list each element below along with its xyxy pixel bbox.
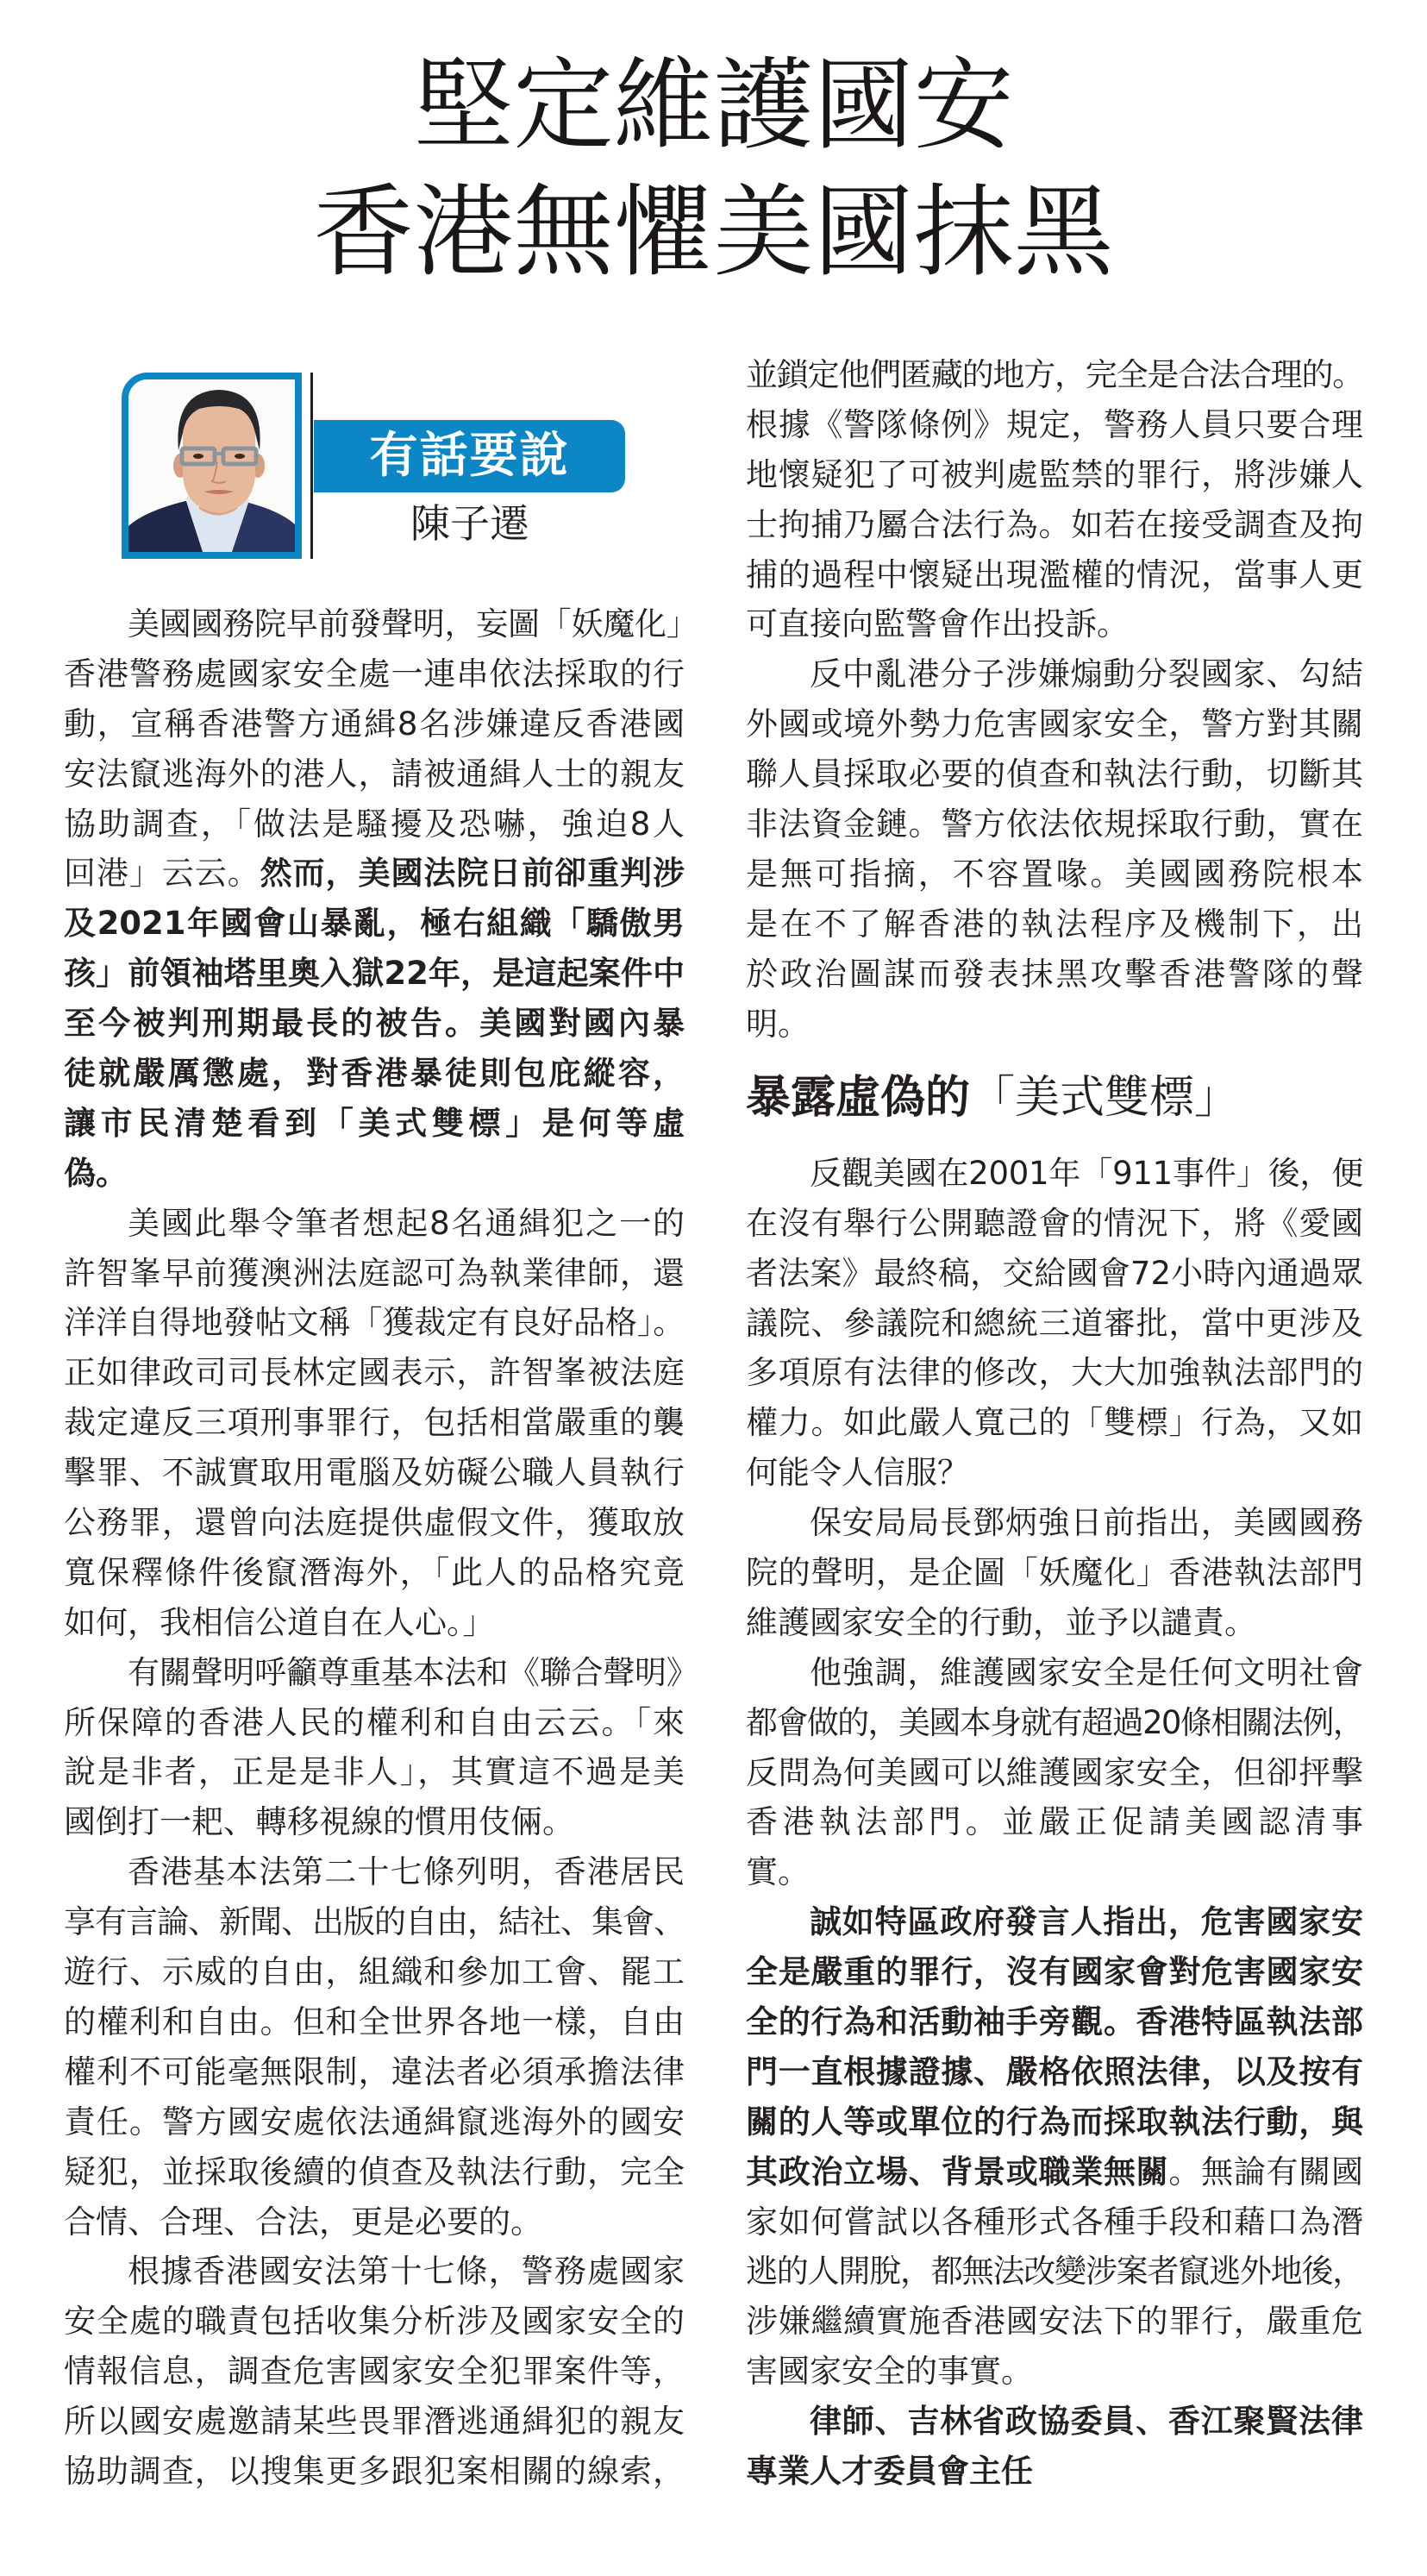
author-portrait-icon (128, 379, 295, 552)
text-line (746, 1698, 1363, 1748)
bold-text: 孩」前領袖塔里奧入獄22年，是這起案件中 (64, 955, 685, 993)
bold-text: 門一直根據證據、嚴格依照法律，以及按有 (746, 2053, 1363, 2090)
text-run: 所以國安處邀請某些畏罪潛逃通緝犯的親友 (64, 2403, 685, 2441)
text-line (746, 1398, 1363, 1448)
text-run: 地懷疑犯了可被判處監禁的罪行，將涉嫌人 (746, 455, 1363, 493)
text-run: 動，宣稱香港警方通緝8名涉嫌違反香港國 (64, 705, 685, 743)
text-line (746, 1149, 1363, 1199)
bold-text: 至今被判刑期最長的被告。美國對國內暴 (64, 1005, 685, 1043)
text-line (746, 899, 1363, 950)
text-run: 多項原有法律的修改，大大加強執法部門的 (746, 1354, 1363, 1392)
text-run: 是在不了解香港的執法程序及機制下，出 (746, 905, 1363, 943)
article-paragraph (64, 1847, 685, 2247)
text-line (64, 1648, 698, 1698)
text-line (64, 799, 685, 849)
text-line (64, 2447, 685, 2497)
text-run: 逃的人開脫，都無法改變涉案者竄逃外地後， (746, 2253, 1363, 2291)
text-line (746, 2197, 1363, 2247)
text-run: 合情、合理、合法，更是必要的。 (64, 2203, 542, 2241)
text-line (64, 949, 685, 999)
text-run: 在沒有舉行公開聽證會的情況下，將《愛國 (746, 1204, 1363, 1242)
bold-text: 其政治立場、背景或職業無關 (746, 2153, 1169, 2191)
text-run: 權利不可能毫無限制，違法者必須承擔法律 (64, 2053, 685, 2090)
article-paragraph (746, 1897, 1363, 2397)
subheading-quote: 「美式雙標」 (970, 1072, 1240, 1125)
article-paragraph (64, 2247, 685, 2496)
text-run: 他強調，維護國家安全是任何文明社會 (810, 1653, 1363, 1691)
text-run: 可直接向監警會作出投訴。 (746, 605, 1129, 643)
article-paragraph (746, 1648, 1363, 1897)
text-line (64, 1149, 685, 1199)
text-run: 回港」云云。 (64, 855, 260, 893)
text-line (746, 550, 1363, 600)
text-line (746, 649, 1363, 699)
text-line (746, 2047, 1363, 2097)
bold-text: 關的人等或單位的行為而採取執法行動，與 (746, 2103, 1363, 2140)
text-run: 根據《警隊條例》規定，警務人員只要合理 (746, 405, 1363, 443)
author-name: 陳子遷 (410, 500, 529, 547)
text-line (64, 2297, 685, 2347)
text-line (746, 1249, 1363, 1299)
text-run: 非法資金鏈。警方依法依規採取行動，實在 (746, 805, 1363, 843)
text-line (746, 1648, 1363, 1698)
text-run: 香港基本法第二十七條列明，香港居民 (128, 1853, 685, 1891)
text-line (64, 2197, 685, 2247)
text-run: 協助調查，以搜集更多跟犯案相關的線索， (64, 2452, 685, 2490)
text-line (64, 1797, 685, 1847)
right-column (746, 350, 1363, 2497)
bold-text: 徒就嚴厲懲處，對香港暴徒則包庇縱容， (64, 1055, 685, 1093)
text-run: 美國國務院早前發聲明，妄圖「妖魔化」 (128, 605, 698, 642)
text-line (746, 1797, 1363, 1847)
text-run: 的權利和自由。但和全世界各地一樣，自由 (64, 2003, 685, 2040)
text-run: 並鎖定他們匿藏的地方，完全是合法合理的。 (746, 356, 1363, 393)
article-paragraph (746, 649, 1363, 1049)
text-line (64, 1348, 685, 1398)
text-run: 公務罪，還曾向法庭提供虛假文件，獲取放 (64, 1504, 685, 1542)
text-line (64, 1747, 685, 1797)
text-line (746, 1897, 1363, 1947)
text-run: 都會做的，美國本身就有超過20條相關法例， (746, 1703, 1363, 1741)
text-run: 擊罪、不誠實取用電腦及妨礙公職人員執行 (64, 1454, 685, 1492)
text-line (746, 849, 1363, 899)
text-line (746, 1299, 1363, 1349)
headline-line-2: 香港無懼美國抹黑 (313, 174, 1114, 291)
text-line (64, 1947, 685, 1997)
text-run: 實。 (746, 1853, 810, 1891)
text-run: 保安局局長鄧炳強日前指出，美國國務 (810, 1504, 1363, 1542)
text-run: 安全處的職責包括收集分析涉及國家安全的 (64, 2303, 685, 2341)
text-run: 香港警務處國家安全處一連串依法採取的行 (64, 655, 685, 693)
text-line (64, 749, 685, 799)
text-line (64, 1448, 685, 1498)
text-run: 反中亂港分子涉嫌煽動分裂國家、勾結 (810, 655, 1363, 693)
text-line (746, 1000, 1363, 1050)
article-paragraph (746, 1498, 1363, 1648)
text-line (746, 1598, 1363, 1648)
text-line (64, 1099, 685, 1149)
text-line (64, 899, 685, 949)
text-line (64, 2347, 685, 2397)
text-run: 協助調查，「做法是騷擾及恐嚇，強迫8人 (64, 805, 685, 843)
text-line (746, 1748, 1363, 1798)
text-line (64, 1249, 685, 1299)
bold-text: 偽。 (64, 1154, 128, 1192)
text-run: 於政治圖謀而發表抹黑攻擊香港警隊的聲 (746, 955, 1363, 993)
text-line (746, 1548, 1363, 1598)
text-line (64, 1199, 685, 1249)
text-line (64, 1298, 685, 1348)
text-run: 如何，我相信公道自在人心。」 (64, 1603, 495, 1641)
text-run: 士拘捕乃屬合法行為。如若在接受調查及拘 (746, 505, 1363, 543)
text-line (64, 2097, 685, 2147)
author-bio (746, 2397, 1363, 2497)
text-line (64, 1997, 685, 2047)
text-line (64, 1897, 685, 1947)
author-bio-block (746, 2397, 1363, 2497)
text-line (746, 599, 1363, 649)
text-run: 美國此舉令筆者想起8名通緝犯之一的 (128, 1204, 685, 1242)
text-run: 反觀美國在2001年「911事件」後，便 (810, 1154, 1363, 1192)
bold-text: 讓市民清楚看到「美式雙標」是何等虛 (64, 1104, 685, 1142)
bold-text: 然而，美國法院日前卻重判涉 (260, 855, 685, 893)
text-line (64, 699, 685, 749)
bold-text: 專業人才委員會主任 (746, 2453, 1033, 2491)
text-line (64, 649, 685, 699)
text-run: 責任。警方國安處依法通緝竄逃海外的國安 (64, 2103, 685, 2140)
text-run: 家如何嘗試以各種形式各種手段和藉口為潛 (746, 2203, 1363, 2241)
author-photo (122, 373, 302, 559)
text-line (746, 1448, 1363, 1498)
text-run: 說是非者，正是是非人」，其實這不過是美 (64, 1753, 685, 1791)
bold-text: 全是嚴重的罪行，沒有國家會對危害國家安 (746, 1953, 1363, 1991)
text-line (746, 950, 1363, 1000)
article-paragraph (746, 350, 1363, 649)
text-run: 國倒打一耙、轉移視線的慣用伎倆。 (64, 1803, 574, 1841)
text-line (746, 2247, 1363, 2297)
text-line (64, 2147, 685, 2197)
text-line (746, 2147, 1363, 2197)
text-run: 是無可指摘，不容置喙。美國國務院根本 (746, 855, 1363, 893)
text-run: 外國或境外勢力危害國家安全，警方對其關 (746, 705, 1363, 743)
text-line (746, 450, 1363, 500)
text-line (746, 2297, 1363, 2347)
text-line (746, 749, 1363, 799)
text-line (746, 350, 1363, 400)
text-line (746, 1847, 1363, 1897)
text-line (746, 2097, 1363, 2147)
text-run: 者法案》最終稿，交給國會72小時內通過眾 (746, 1254, 1363, 1292)
text-run: 裁定違反三項刑事罪行，包括相當嚴重的襲 (64, 1404, 685, 1442)
article-paragraph (64, 1648, 698, 1848)
left-column (64, 599, 698, 2497)
text-line (746, 799, 1363, 849)
text-run: 寬保釋條件後竄潛海外，「此人的品格究竟 (64, 1553, 685, 1591)
left-column-body (64, 599, 698, 2497)
text-run: 捕的過程中懷疑出現濫權的情況，當事人更 (746, 555, 1363, 593)
text-run: 害國家安全的事實。 (746, 2353, 1033, 2391)
text-run: 。無論有關國 (1168, 2153, 1364, 2191)
text-run: 反問為何美國可以維護國家安全，但卻抨擊 (746, 1753, 1363, 1791)
text-run: 根據香港國安法第十七條，警務處國家 (128, 2253, 685, 2291)
text-run: 香港執法部門。並嚴正促請美國認清事 (746, 1803, 1363, 1841)
text-run: 安法竄逃海外的港人，請被通緝人士的親友 (64, 755, 685, 793)
text-line (64, 999, 685, 1049)
text-line (64, 1548, 685, 1598)
text-line (64, 2397, 685, 2447)
article-paragraph (746, 1149, 1363, 1498)
text-line (746, 1997, 1363, 2047)
column-badge: 有話要說 (314, 420, 625, 492)
text-line (746, 2447, 1363, 2497)
bold-text: 全的行為和活動袖手旁觀。香港特區執法部 (746, 2003, 1363, 2040)
subheading-emphasis: 暴露虛偽的 (746, 1072, 971, 1125)
text-line (64, 1498, 685, 1548)
text-line (746, 2397, 1363, 2447)
text-line (64, 2047, 685, 2097)
article-paragraph (64, 1199, 685, 1648)
text-line (64, 599, 698, 649)
text-run: 涉嫌繼續實施香港國安法下的罪行，嚴重危 (746, 2303, 1363, 2341)
text-line (746, 1947, 1363, 1997)
section-subheading (746, 1049, 1363, 1148)
article-paragraph (64, 599, 698, 1199)
text-run: 疑犯，並採取後續的偵查及執法行動，完全 (64, 2153, 685, 2191)
text-line (746, 500, 1363, 550)
text-line (64, 1398, 685, 1448)
text-line (746, 699, 1363, 749)
text-run: 明。 (746, 1005, 810, 1043)
text-run: 所保障的香港人民的權利和自由云云。「來 (64, 1703, 685, 1741)
text-line (746, 1498, 1363, 1548)
text-run: 聯人員採取必要的偵查和執法行動，切斷其 (746, 755, 1363, 793)
text-line (64, 1847, 685, 1897)
text-run: 遊行、示威的自由，組織和參加工會、罷工 (64, 1953, 685, 1991)
text-run: 洋洋自得地發帖文稱「獲裁定有良好品格」。 (64, 1304, 685, 1342)
text-line (64, 1049, 685, 1099)
bold-text: 律師、吉林省政協委員、香江聚賢法律 (810, 2403, 1363, 2441)
text-run: 正如律政司司長林定國表示，許智峯被法庭 (64, 1354, 685, 1392)
text-line (64, 1598, 685, 1648)
text-line (64, 2247, 685, 2297)
text-line (746, 400, 1363, 450)
text-run: 何能令人信服？ (746, 1454, 969, 1492)
text-run: 享有言論、新聞、出版的自由，結社、集會、 (64, 1903, 685, 1941)
text-run: 維護國家安全的行動，並予以譴責。 (746, 1603, 1256, 1641)
text-line (746, 1199, 1363, 1249)
text-line (746, 2347, 1363, 2397)
text-run: 有關聲明呼籲尊重基本法和《聯合聲明》 (128, 1653, 698, 1691)
right-column-top (746, 350, 1363, 1049)
header-divider (310, 373, 313, 559)
text-run: 許智峯早前獲澳洲法庭認可為執業律師，還 (64, 1254, 685, 1292)
text-run: 情報信息，調查危害國家安全犯罪案件等， (64, 2353, 685, 2391)
text-run: 權力。如此嚴人寬己的「雙標」行為，又如 (746, 1404, 1363, 1442)
text-line (64, 849, 685, 899)
headline-line-1: 堅定維護國安 (413, 47, 1014, 164)
text-run: 議院、參議院和總統三道審批，當中更涉及 (746, 1304, 1363, 1342)
bold-text: 及2021年國會山暴亂，極右組織「驕傲男 (64, 905, 685, 943)
right-column-bottom (746, 1149, 1363, 2397)
bold-text: 誠如特區政府發言人指出，危害國家安 (810, 1903, 1363, 1941)
text-run: 院的聲明，是企圖「妖魔化」香港執法部門 (746, 1553, 1363, 1591)
text-line (64, 1698, 685, 1748)
text-line (746, 1348, 1363, 1398)
